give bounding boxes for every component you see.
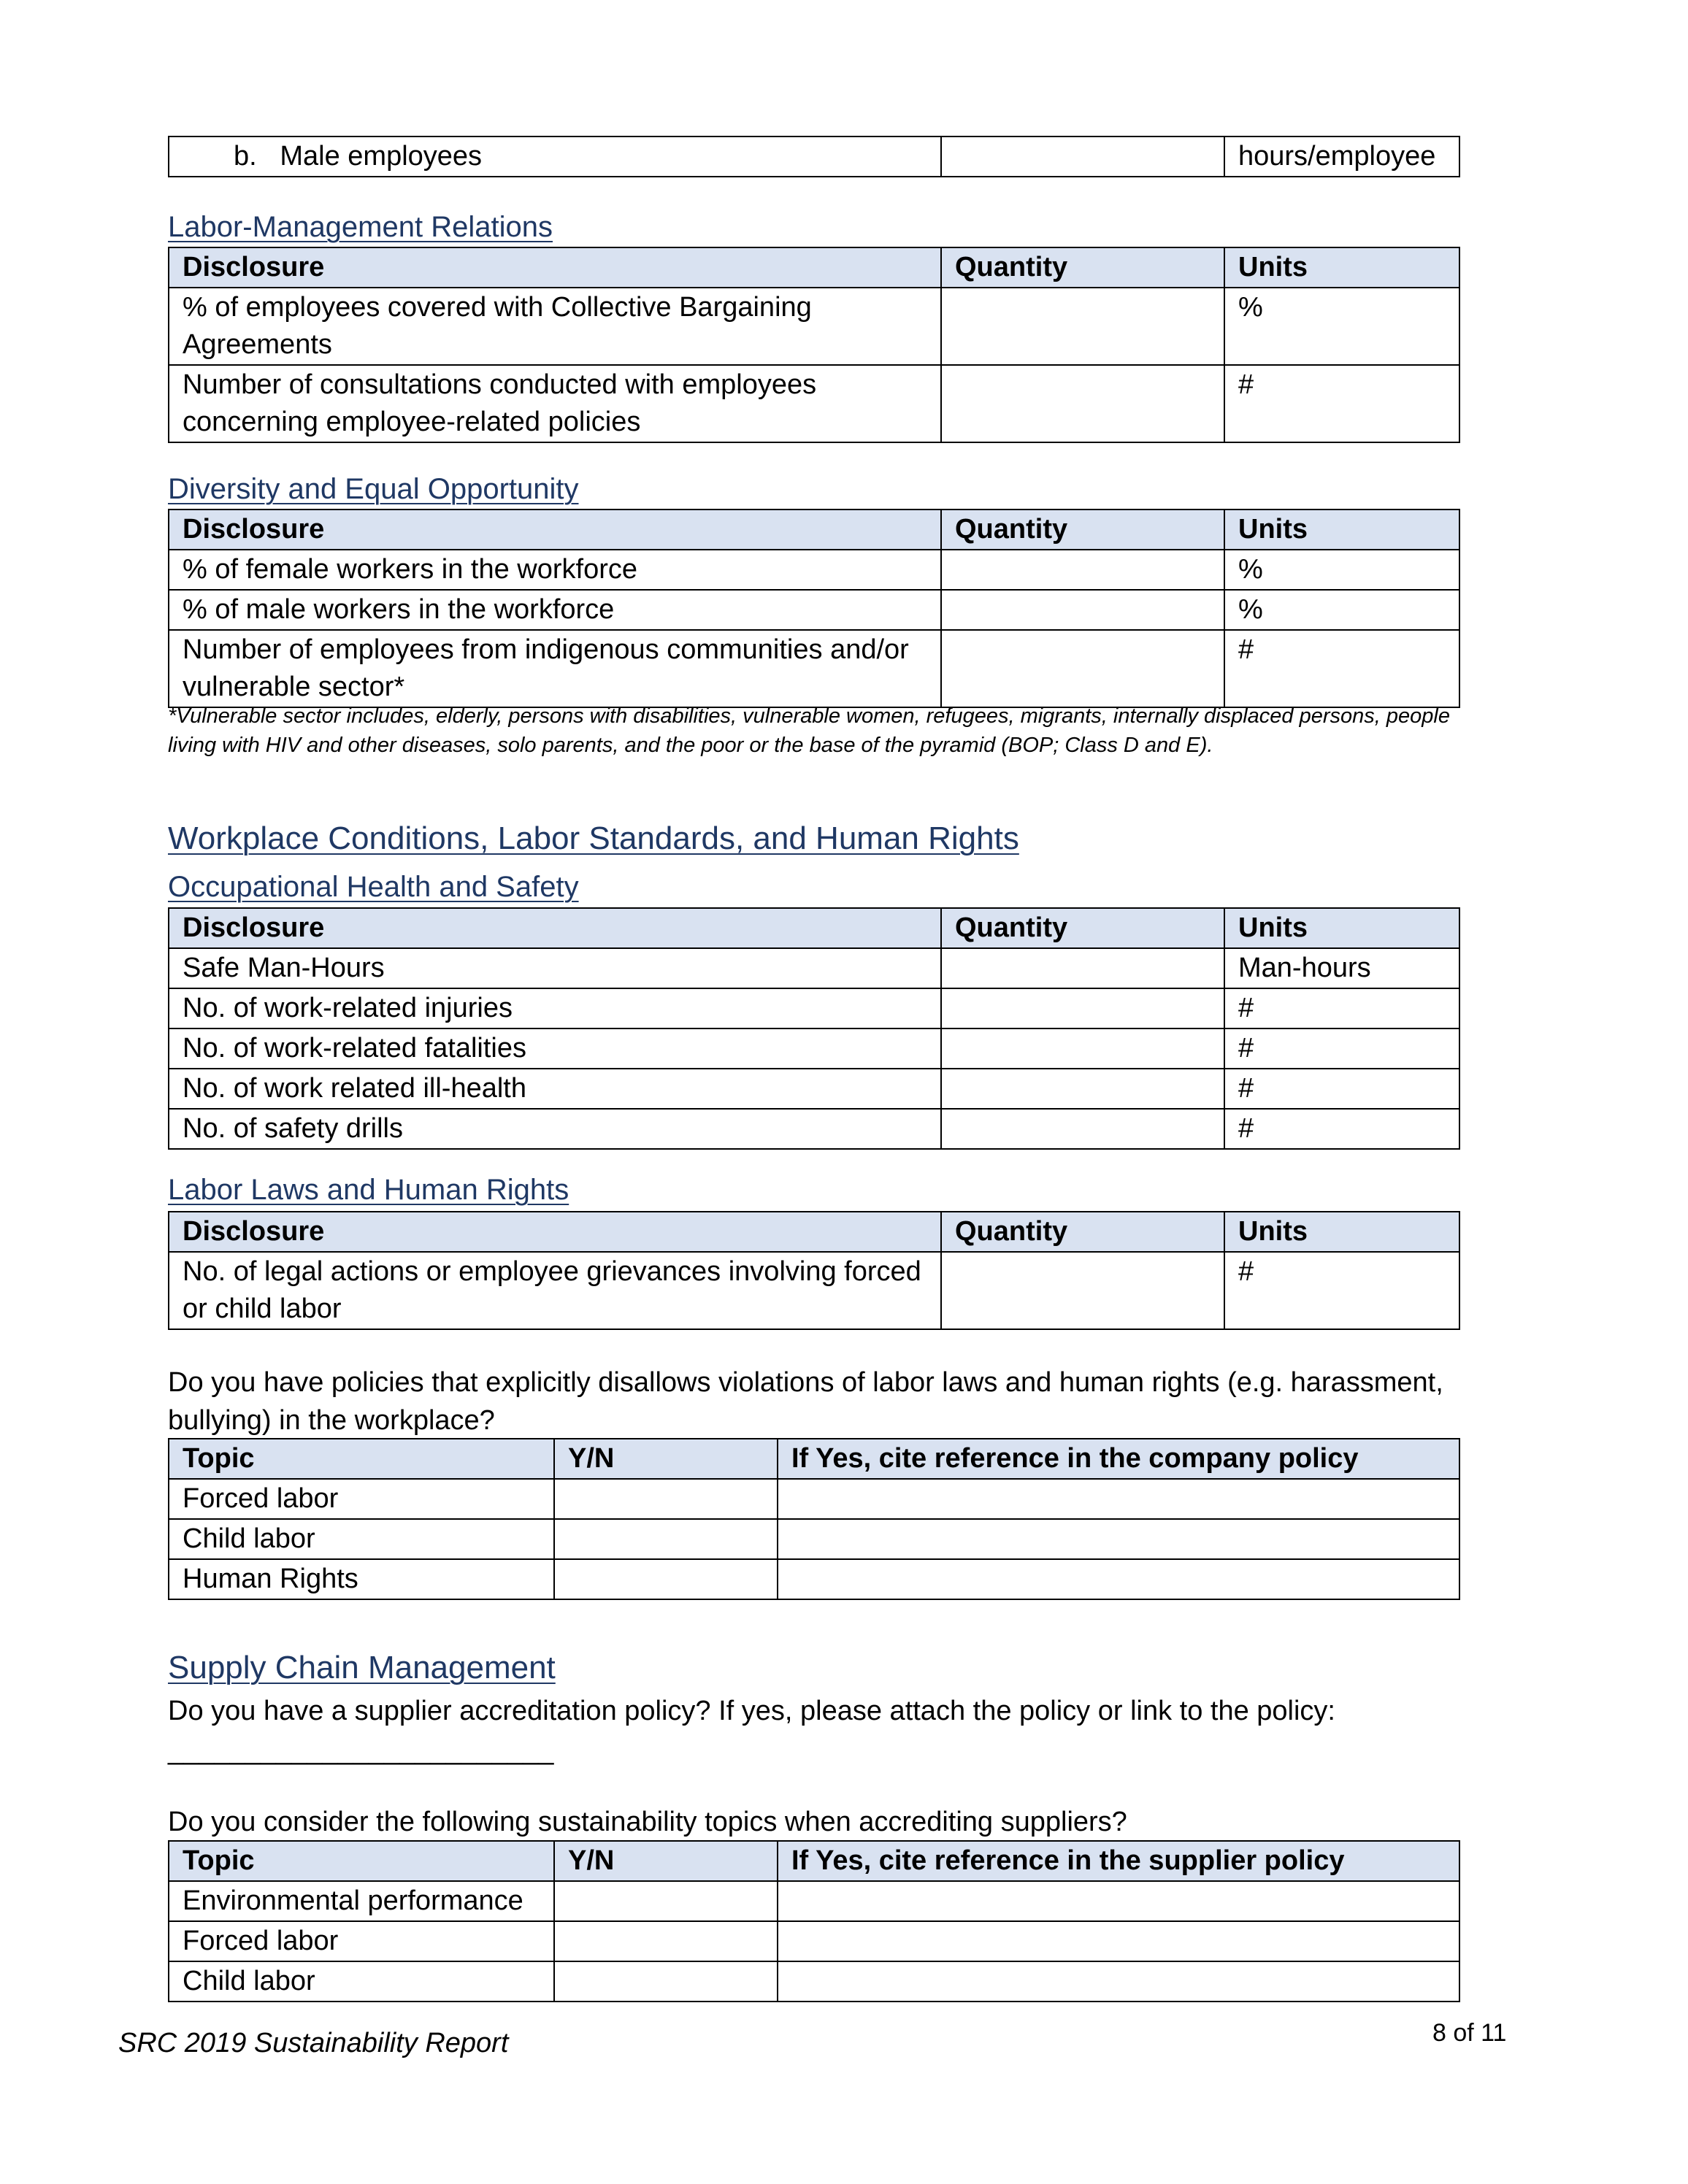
- table-row: [169, 1252, 1459, 1329]
- quantity-cell[interactable]: [941, 288, 1224, 365]
- labor-laws-heading: Labor Laws and Human Rights: [168, 1174, 569, 1206]
- units-cell: #: [1224, 1252, 1459, 1329]
- header-topic: Topic: [169, 1439, 554, 1479]
- units-cell: %: [1224, 288, 1459, 365]
- quantity-cell[interactable]: [941, 948, 1224, 988]
- header-disclosure: Disclosure: [169, 247, 941, 288]
- topic-cell: Child labor: [169, 1519, 554, 1559]
- table-row: [169, 1519, 1459, 1559]
- header-quantity: Quantity: [941, 1212, 1224, 1252]
- units-cell: %: [1224, 590, 1459, 630]
- supplier-policy-blank[interactable]: _________________________: [168, 1735, 554, 1766]
- header-disclosure: Disclosure: [169, 908, 941, 948]
- topic-cell: Environmental performance: [169, 1881, 554, 1921]
- quantity-cell[interactable]: [941, 1252, 1224, 1329]
- topic-cell: Forced labor: [169, 1479, 554, 1519]
- table-header-row: [169, 510, 1459, 550]
- table-row: [169, 1881, 1459, 1921]
- labor-management-heading: Labor-Management Relations: [168, 211, 553, 243]
- reference-cell[interactable]: [778, 1961, 1459, 2002]
- reference-cell[interactable]: [778, 1479, 1459, 1519]
- yn-cell[interactable]: [554, 1881, 778, 1921]
- labor-management-table: [168, 247, 1459, 443]
- quantity-cell[interactable]: [941, 550, 1224, 590]
- table-header-row: [169, 908, 1459, 948]
- units-cell: hours/employee: [1224, 136, 1459, 177]
- reference-cell[interactable]: [778, 1881, 1459, 1921]
- yn-cell[interactable]: [554, 1519, 778, 1559]
- disclosure-cell: No. of work-related injuries: [169, 988, 941, 1028]
- disclosure-cell: No. of safety drills: [169, 1109, 941, 1149]
- units-cell: #: [1224, 1109, 1459, 1149]
- quantity-cell[interactable]: [941, 1109, 1224, 1149]
- disclosure-cell: Number of consultations conducted with employees concerning employee-related policies: [169, 365, 941, 442]
- table-row: [169, 1479, 1459, 1519]
- footer-page-number: 8 of 11: [1432, 2019, 1507, 2047]
- policies-table: [168, 1438, 1459, 1600]
- disclosure-cell: No. of legal actions or employee grievances involving forced or child labor: [169, 1252, 941, 1329]
- diversity-heading: Diversity and Equal Opportunity: [168, 473, 579, 505]
- header-units: Units: [1224, 908, 1459, 948]
- yn-cell[interactable]: [554, 1961, 778, 2002]
- table-row: [169, 288, 1459, 365]
- header-disclosure: Disclosure: [169, 510, 941, 550]
- disclosure-cell: % of female workers in the workforce: [169, 550, 941, 590]
- quantity-cell[interactable]: [941, 630, 1224, 707]
- units-cell: %: [1224, 550, 1459, 590]
- topic-cell: Human Rights: [169, 1559, 554, 1599]
- table-row: [169, 630, 1459, 707]
- labor-laws-table: [168, 1211, 1459, 1330]
- supplier-topics-table: [168, 1840, 1459, 2002]
- table-row: [169, 948, 1459, 988]
- male-employees-table: [168, 136, 1459, 177]
- disclosure-cell: b. Male employees: [169, 136, 941, 177]
- quantity-cell[interactable]: [941, 1069, 1224, 1109]
- yn-cell[interactable]: [554, 1479, 778, 1519]
- policies-question: Do you have policies that explicitly disallows violations of labor laws and human rights (e.g. harassment, bullying) in the workplace?: [168, 1367, 1443, 1436]
- supplier-topics-question: Do you consider the following sustainability topics when accrediting suppliers?: [168, 1807, 1127, 1837]
- quantity-cell[interactable]: [941, 136, 1224, 177]
- table-row: [169, 550, 1459, 590]
- topic-cell: Forced labor: [169, 1921, 554, 1961]
- header-reference: If Yes, cite reference in the supplier policy: [778, 1841, 1459, 1881]
- table-row: [169, 1961, 1459, 2002]
- disclosure-cell: % of male workers in the workforce: [169, 590, 941, 630]
- quantity-cell[interactable]: [941, 1028, 1224, 1069]
- table-row: [169, 1559, 1459, 1599]
- units-cell: #: [1224, 1069, 1459, 1109]
- table-header-row: [169, 247, 1459, 288]
- units-cell: #: [1224, 365, 1459, 442]
- supplier-policy-question: Do you have a supplier accreditation policy? If yes, please attach the policy or link to the policy:: [168, 1696, 1335, 1726]
- disclosure-cell: Safe Man-Hours: [169, 948, 941, 988]
- table-row: [169, 1069, 1459, 1109]
- header-units: Units: [1224, 510, 1459, 550]
- topic-cell: Child labor: [169, 1961, 554, 2002]
- header-topic: Topic: [169, 1841, 554, 1881]
- units-cell: #: [1224, 630, 1459, 707]
- quantity-cell[interactable]: [941, 590, 1224, 630]
- table-header-row: [169, 1212, 1459, 1252]
- table-row: [169, 365, 1459, 442]
- header-yn: Y/N: [554, 1439, 778, 1479]
- disclosure-cell: No. of work related ill-health: [169, 1069, 941, 1109]
- diversity-table: [168, 509, 1459, 708]
- disclosure-cell: No. of work-related fatalities: [169, 1028, 941, 1069]
- table-row: [169, 1109, 1459, 1149]
- table-row: [169, 590, 1459, 630]
- units-cell: Man-hours: [1224, 948, 1459, 988]
- workplace-conditions-heading: Workplace Conditions, Labor Standards, and Human Rights: [168, 820, 1019, 856]
- reference-cell[interactable]: [778, 1519, 1459, 1559]
- header-quantity: Quantity: [941, 510, 1224, 550]
- header-units: Units: [1224, 247, 1459, 288]
- ohs-table: [168, 907, 1459, 1150]
- table-header-row: [169, 1439, 1459, 1479]
- disclosure-cell: % of employees covered with Collective Bargaining Agreements: [169, 288, 941, 365]
- ohs-heading: Occupational Health and Safety: [168, 871, 579, 903]
- table-row: [169, 1921, 1459, 1961]
- quantity-cell[interactable]: [941, 988, 1224, 1028]
- yn-cell[interactable]: [554, 1921, 778, 1961]
- disclosure-cell: Number of employees from indigenous communities and/or vulnerable sector*: [169, 630, 941, 707]
- quantity-cell[interactable]: [941, 365, 1224, 442]
- reference-cell[interactable]: [778, 1921, 1459, 1961]
- footer-report-title: SRC 2019 Sustainability Report: [118, 2028, 509, 2058]
- header-units: Units: [1224, 1212, 1459, 1252]
- table-row: [169, 988, 1459, 1028]
- table-header-row: [169, 1841, 1459, 1881]
- reference-cell[interactable]: [778, 1559, 1459, 1599]
- yn-cell[interactable]: [554, 1559, 778, 1599]
- supply-chain-heading: Supply Chain Management: [168, 1650, 556, 1685]
- table-row: [169, 136, 1459, 177]
- vulnerable-sector-footnote: *Vulnerable sector includes, elderly, persons with disabilities, vulnerable women, refugees, migrants, internally displaced persons, people living with HIV and other diseases, solo parents, and the poor or the base of the pyramid (BOP; Class D and E).: [168, 704, 1450, 757]
- header-disclosure: Disclosure: [169, 1212, 941, 1252]
- table-row: [169, 1028, 1459, 1069]
- header-quantity: Quantity: [941, 247, 1224, 288]
- units-cell: #: [1224, 988, 1459, 1028]
- header-quantity: Quantity: [941, 908, 1224, 948]
- header-reference: If Yes, cite reference in the company policy: [778, 1439, 1459, 1479]
- units-cell: #: [1224, 1028, 1459, 1069]
- header-yn: Y/N: [554, 1841, 778, 1881]
